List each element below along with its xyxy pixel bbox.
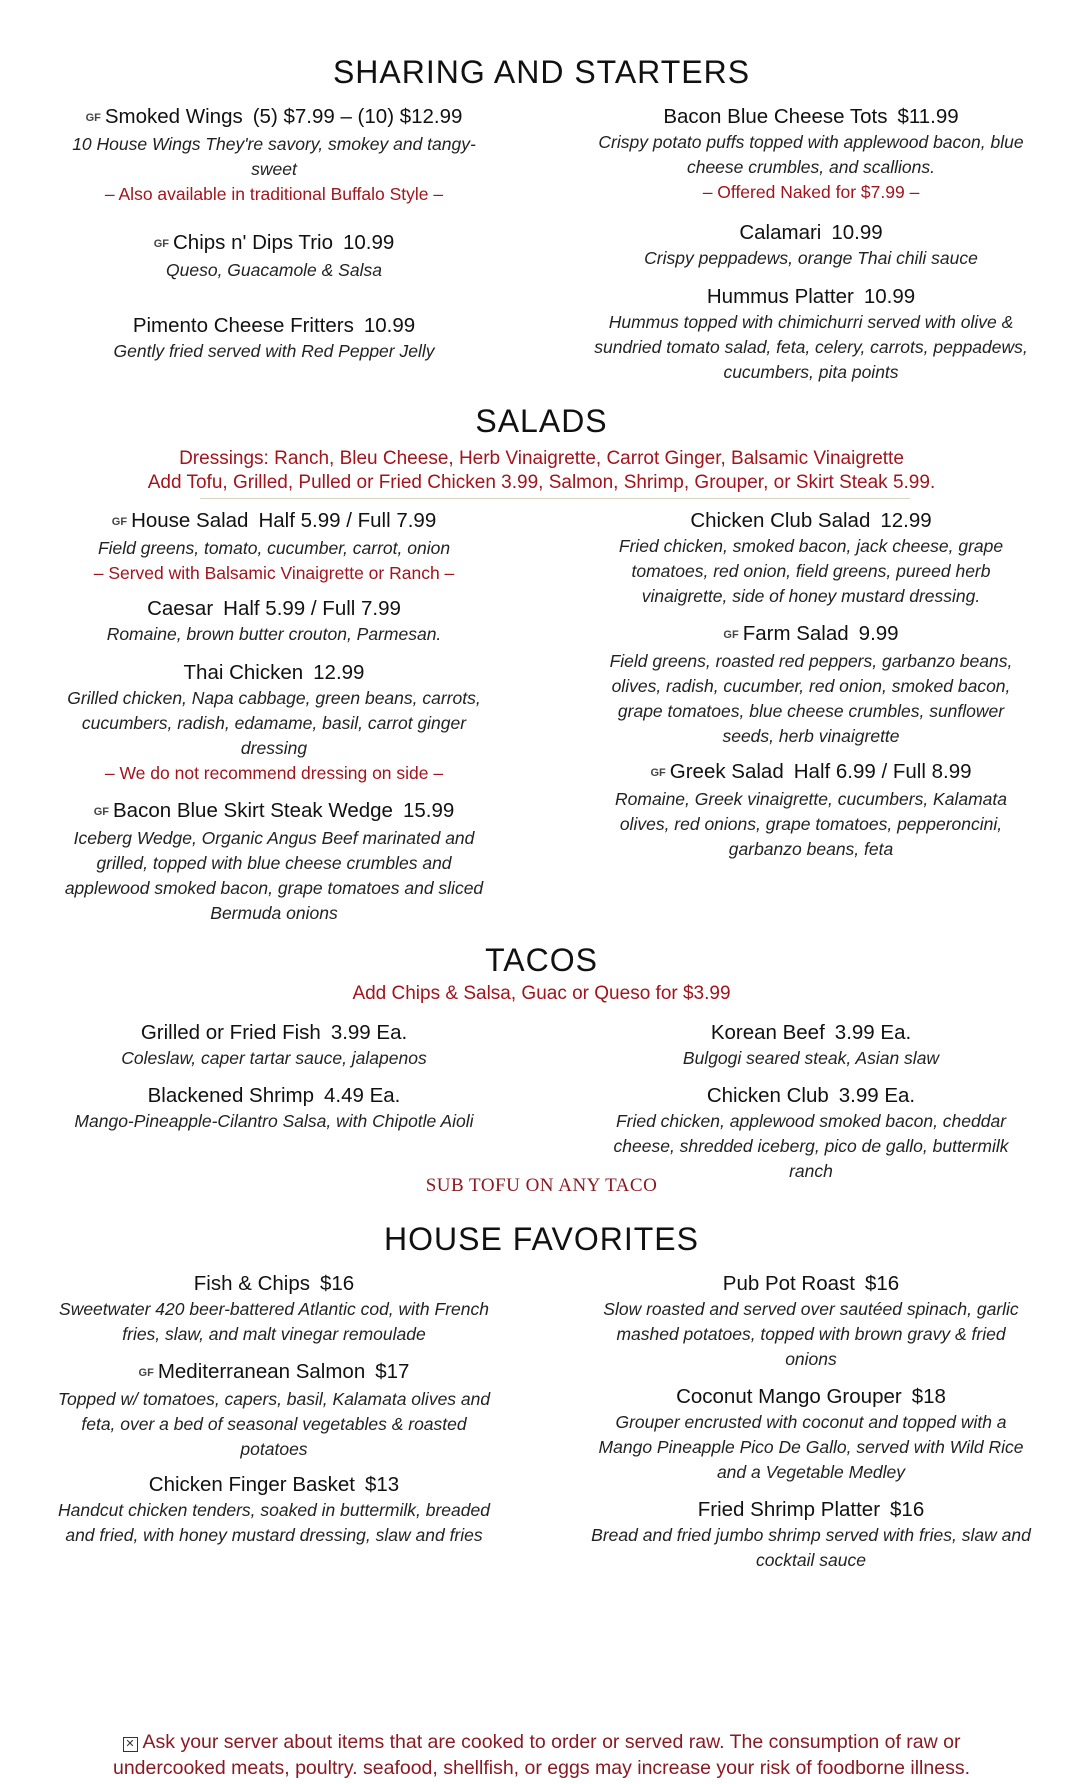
item-price: Half 5.99 / Full 7.99 [223,597,401,620]
item-name: Pimento Cheese Fritters [132,314,354,337]
item-title [591,1019,1031,1046]
menu-item [591,1496,1031,1573]
menu-item [591,1082,1031,1184]
gluten-free-badge: GF [138,1367,154,1379]
section-heading: SHARING AND STARTERS [332,54,751,90]
item-description: Queso, Guacamole & Salsa [166,260,382,280]
menu-item [54,507,494,586]
menu-item [54,1358,494,1462]
item-description: Grilled chicken, Napa cabbage, green beans, carrots, cucumbers, radish, edamame, basil, carrot ginger dressing [67,688,481,758]
item-title [54,1471,494,1498]
item-price: $18 [911,1385,946,1408]
menu-item [54,659,494,786]
menu-item [54,103,494,207]
item-title [591,507,1031,534]
item-description: Crispy potato puffs topped with applewood bacon, blue cheese crumbles, and scallions. [598,132,1024,177]
item-price: 12.99 [313,661,365,684]
item-description: Slow roasted and served over sautéed spinach, garlic mashed potatoes, topped with brown gravy & fried onions [603,1299,1019,1369]
item-price: 9.99 [858,622,899,645]
gluten-free-badge: GF [723,629,739,641]
item-name: Pub Pot Roast [722,1272,855,1295]
item-description: Fried chicken, applewood smoked bacon, cheddar cheese, shredded iceberg, pico de gallo, buttermilk ranch [613,1111,1009,1181]
item-title [54,1019,494,1046]
item-name: Greek Salad [669,760,784,783]
item-title [54,229,494,258]
item-description: Hummus topped with chimichurri served with olive & sundried tomato salad, feta, celery, carrots, peppadews, cucumbers, pita points [594,312,1028,382]
menu-item [54,312,494,364]
item-title [591,219,1031,246]
menu-item [54,1082,494,1134]
item-title [54,312,494,339]
item-name: Smoked Wings [104,105,243,128]
item-price: 10.99 [831,221,883,244]
item-name: Caesar [147,597,214,620]
menu-item [54,229,494,283]
item-description: Fried chicken, smoked bacon, jack cheese, grape tomatoes, red onion, field greens, pureed herb vinaigrette, side of honey mustard dressing. [618,536,1004,606]
item-description: Field greens, roasted red peppers, garbanzo beans, olives, radish, cucumber, red onion, smoked bacon, grape tomatoes, blue cheese crumbles, sunflower seeds, herb vinaigrette [609,651,1013,746]
allergy-disclaimer [0,1729,1083,1781]
section-heading: TACOS [485,942,598,978]
item-title [54,507,494,536]
item-price: (5) $7.99 – (10) $12.99 [252,105,463,128]
item-title [591,620,1031,649]
item-name: Bacon Blue Skirt Steak Wedge [113,799,393,822]
item-note: – Served with Balsamic Vinaigrette or Ranch – [93,563,455,583]
item-description: Mango-Pineapple-Cilantro Salsa, with Chipotle Aioli [74,1111,474,1131]
item-title [54,103,494,132]
gluten-free-badge: GF [85,112,101,124]
item-title [54,595,494,622]
section-heading: SALADS [475,403,608,439]
item-price: $16 [864,1272,900,1295]
item-title [591,1082,1031,1109]
item-description: Crispy peppadews, orange Thai chili sauce [644,248,978,268]
item-price: 10.99 [363,314,416,337]
item-price: $16 [890,1498,925,1521]
menu-item [591,758,1031,862]
item-description: Romaine, Greek vinaigrette, cucumbers, Kalamata olives, red onions, grape tomatoes, pepperoncini, garbanzo beans, feta [615,789,1007,859]
gluten-free-badge: GF [93,806,109,818]
item-price: 3.99 Ea. [330,1021,408,1044]
item-description: Gently fried served with Red Pepper Jelly [113,341,435,361]
menu-item [591,620,1031,749]
item-description: Sweetwater 420 beer-battered Atlantic cod, with French fries, slaw, and malt vinegar remoulade [59,1299,489,1344]
item-name: Chicken Club [706,1084,829,1107]
item-name: Farm Salad [742,622,849,645]
gluten-free-badge: GF [650,767,666,779]
item-title [54,659,494,686]
item-note: – We do not recommend dressing on side – [104,763,444,783]
menu-item [591,219,1031,271]
item-title [591,758,1031,787]
item-price: $17 [375,1360,410,1383]
item-name: Hummus Platter [706,285,854,308]
item-name: Korean Beef [710,1021,825,1044]
section-subtitle: Dressings: Ranch, Bleu Cheese, Herb Vinaigrette, Carrot Ginger, Balsamic Vinaigrette [179,448,904,469]
item-name: Fried Shrimp Platter [697,1498,881,1521]
salads-divider [200,498,910,499]
item-title [591,1496,1031,1523]
item-title [54,1270,494,1297]
section-subtitle: Add Tofu, Grilled, Pulled or Fried Chicken 3.99, Salmon, Shrimp, Grouper, or Skirt Steak 5.99. [147,472,936,493]
menu-item [591,1270,1031,1372]
item-name: House Salad [131,509,249,532]
item-description: Grouper encrusted with coconut and topped with a Mango Pineapple Pico De Gallo, served with Wild Rice and a Vegetable Medley [598,1412,1024,1482]
item-description: Field greens, tomato, cucumber, carrot, onion [97,538,451,558]
section-subtitle: Add Chips & Salsa, Guac or Queso for $3.99 [352,983,731,1004]
item-description: 10 House Wings They're savory, smokey and tangy-sweet [72,134,476,179]
item-description: Topped w/ tomatoes, capers, basil, Kalamata olives and feta, over a bed of seasonal vegetables & roasted potatoes [57,1389,491,1459]
gluten-free-badge: GF [111,516,128,528]
item-price: 3.99 Ea. [838,1084,916,1107]
item-price: 15.99 [402,799,455,822]
item-name: Calamari [739,221,822,244]
item-title [54,1082,494,1109]
item-price: 10.99 [342,231,395,254]
item-name: Grilled or Fried Fish [140,1021,321,1044]
menu-item [54,1019,494,1071]
item-name: Chicken Finger Basket [148,1473,355,1496]
item-title [591,283,1031,310]
item-price: 12.99 [880,509,932,532]
item-price: 4.49 Ea. [324,1084,401,1107]
item-name: Blackened Shrimp [147,1084,314,1107]
menu-item [591,1383,1031,1485]
disclaimer-line-2: undercooked meats, poultry. seafood, shellfish, or eggs may increase your risk of foodborne illness. [112,1757,970,1779]
item-description: Bread and fried jumbo shrimp served with fries, slaw and cocktail sauce [591,1525,1031,1570]
item-name: Fish & Chips [193,1272,310,1295]
item-title [591,1383,1031,1410]
item-description: Coleslaw, caper tartar sauce, jalapenos [121,1048,427,1068]
menu-item [54,595,494,647]
item-title [591,1270,1031,1297]
menu-item [54,797,494,926]
menu-item [591,103,1031,205]
item-description: Iceberg Wedge, Organic Angus Beef marinated and grilled, topped with blue cheese crumbles and applewood smoked bacon, grape tomatoes and sliced Bermuda onions [64,828,484,923]
item-title [591,103,1031,130]
menu-item [54,1471,494,1548]
item-description: Handcut chicken tenders, soaked in buttermilk, breaded and fried, with honey mustard dressing, slaw and fries [58,1500,490,1545]
item-title [54,1358,494,1387]
item-name: Bacon Blue Cheese Tots [663,105,888,128]
menu-item [591,283,1031,385]
item-description: Bulgogi seared steak, Asian slaw [682,1048,940,1068]
item-price: 10.99 [863,285,916,308]
item-price: $11.99 [897,105,959,128]
item-description: Romaine, brown butter crouton, Parmesan. [106,624,442,644]
item-name: Thai Chicken [183,661,304,684]
item-name: Mediterranean Salmon [157,1360,366,1383]
disclaimer-line-1: Ask your server about items that are cooked to order or served raw. The consumption of raw or [142,1731,961,1753]
section-heading: HOUSE FAVORITES [384,1221,699,1257]
gluten-free-badge: GF [153,238,169,250]
item-note: – Also available in traditional Buffalo Style – [104,184,444,204]
item-price: Half 6.99 / Full 8.99 [793,760,972,783]
section-note: SUB TOFU ON ANY TACO [425,1175,658,1196]
checkbox-x-icon: ✕ [123,1737,138,1752]
item-price: Half 5.99 / Full 7.99 [258,509,437,532]
menu-item [591,1019,1031,1071]
item-note: – Offered Naked for $7.99 – [702,182,920,202]
item-price: $13 [365,1473,400,1496]
item-price: $16 [320,1272,355,1295]
item-name: Chicken Club Salad [690,509,871,532]
item-title [54,797,494,826]
item-name: Coconut Mango Grouper [676,1385,902,1408]
menu-item [54,1270,494,1347]
item-name: Chips n' Dips Trio [172,231,333,254]
item-price: 3.99 Ea. [834,1021,912,1044]
menu-item [591,507,1031,609]
